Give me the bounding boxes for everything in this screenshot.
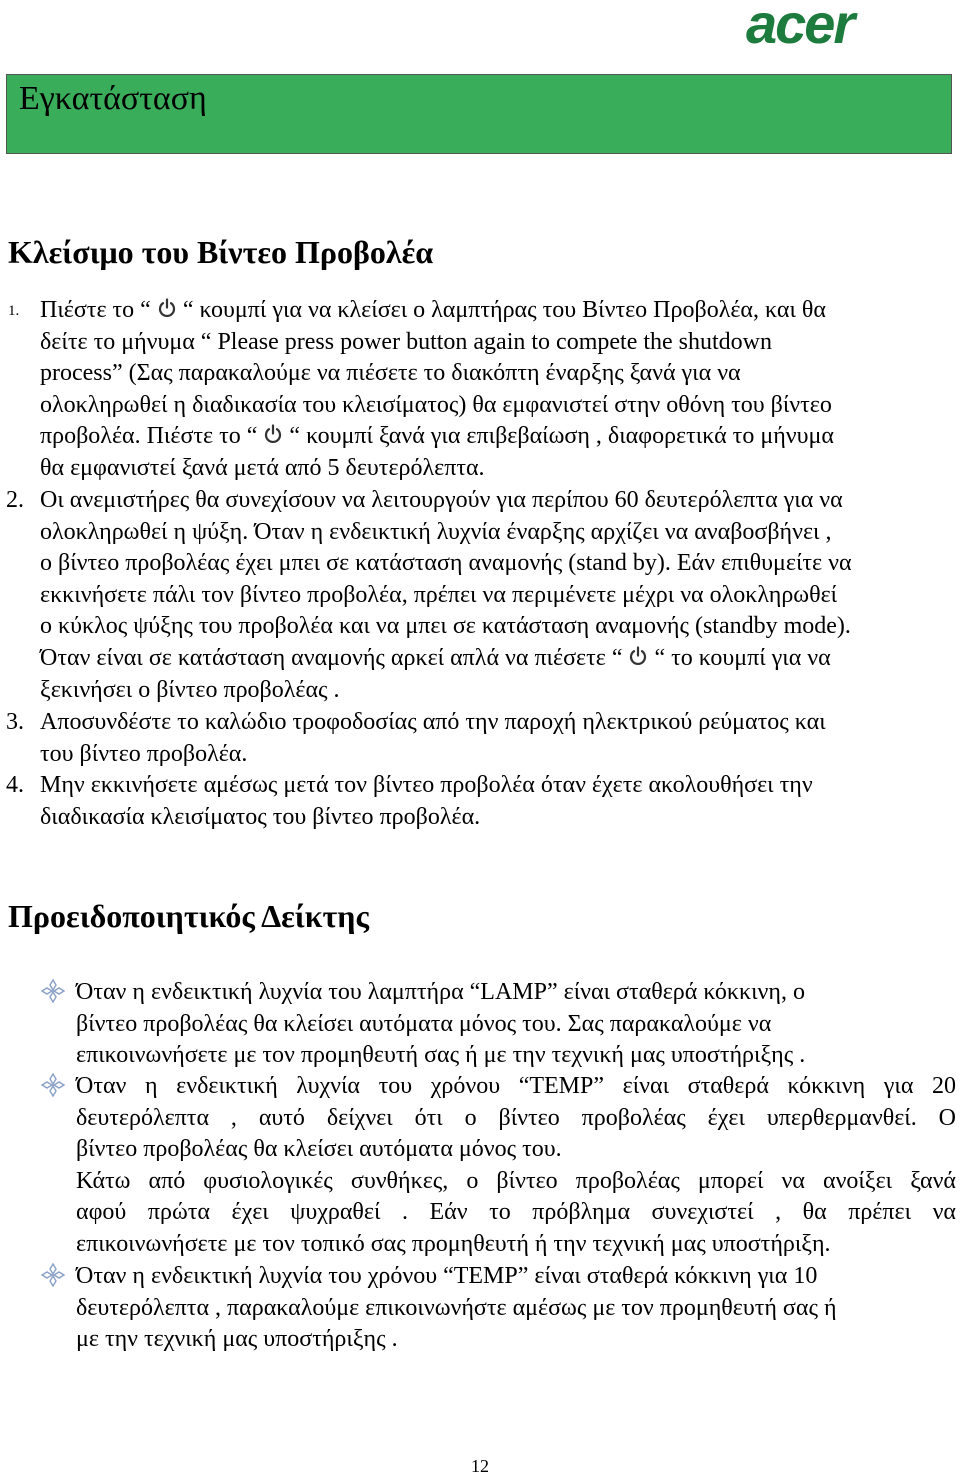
- section-banner: [6, 74, 952, 154]
- warning-item-temp-10: Όταν η ενδεικτική λυχνία του χρόνου “TEMP” είναι σταθερά κόκκινη για 10 δευτερόλεπτα , παρακαλούμε επικοινωνήστε αμέσως με τον προμηθευτή σας ή με την τεχνική μας υποστήριξης .: [76, 1263, 837, 1353]
- section-heading-warning: Προειδοποιητικός Δείκτης: [8, 898, 369, 934]
- banner-title: Εγκατάσταση: [19, 80, 207, 117]
- list-number-3: 3.: [6, 709, 24, 735]
- list-item-4: Μην εκκινήσετε αμέσως μετά τον βίντεο προβολέα όταν έχετε ακολουθήσει την διαδικασία κλεισίματος του βίντεο προβολέα.: [40, 772, 813, 830]
- list-item-3: Αποσυνδέστε το καλώδιο τροφοδοσίας από την παροχή ηλεκτρικού ρεύματος και του βίντεο προβολέα.: [40, 709, 826, 767]
- power-icon: [157, 298, 177, 318]
- diamond-bullet-icon: [40, 1072, 66, 1098]
- list-number-2: 2.: [6, 487, 24, 513]
- page-number: 12: [471, 1456, 489, 1476]
- list-item-1: Πιέστε το “ “ κουμπί για να κλείσει ο λαμπτήρας του Βίντεο Προβολέα, και θα δείτε το μήνυμα “ Please press power button again to compete the shutdown process” (Σας παρακαλούμε να πιέσετε το διακόπτη έναρξης ξανά για να ολοκληρωθεί η διαδικασία του κλεισίματος) θα εμφανιστεί στην οθόνη του βίντεο προβολέα. Πιέστε το “ “ κουμπί ξανά για επιβεβαίωση , διαφορετικά το μήνυμα θα εμφανιστεί ξανά μετά από 5 δευτερόλεπτα.: [40, 297, 834, 481]
- list-item-2: Οι ανεμιστήρες θα συνεχίσουν να λειτουργούν για περίπου 60 δευτερόλεπτα για να ολοκληρωθεί η ψύξη. Όταν η ενδεικτική λυχνία έναρξης αρχίζει να αναβοσβήνει , ο βίντεο προβολέας έχει μπει σε κατάσταση αναμονής (stand by). Εάν επιθυμείτε να εκκινήσετε πάλι τον βίντεο προβολέα, πρέπει να περιμένετε μέχρι να ολοκληρωθεί ο κύκλος ψύξης του προβολέα και να μπει σε κατάσταση αναμονής (standby mode). Όταν είναι σε κατάσταση αναμονής αρκεί απλά να πιέσετε “ “ το κουμπί για να ξεκινήσει ο βίντεο προβολέας .: [40, 487, 852, 703]
- list-number-1: 1.: [8, 303, 20, 319]
- acer-logo: acer: [746, 0, 854, 48]
- diamond-bullet-icon: [40, 978, 66, 1004]
- list-number-4: 4.: [6, 772, 24, 798]
- section-heading-shutdown: Κλείσιμο του Βίντεο Προβολέα: [8, 234, 434, 270]
- power-icon: [263, 424, 283, 444]
- warning-item-temp-20: Όταν η ενδεικτική λυχνία του χρόνου “TEMP” είναι σταθερά κόκκινη για 20 δευτερόλεπτα , αυτό δείχνει ότι ο βίντεο προβολέας έχει υπερθερμανθεί. Ο βίντεο προβολέας θα κλείσει αυτόματα μόνος του. Κάτω από φυσιολογικές συνθήκες, ο βίντεο προβολέας μπορεί να ανοίξει ξανά αφού πρώτα έχει ψυχραθεί . Εάν το πρόβλημα συνεχιστεί , θα πρέπει να επικοινωνήσετε με τον τοπικό σας προμηθευτή ή την τεχνική μας υποστήριξη.: [76, 1073, 956, 1257]
- diamond-bullet-icon: [40, 1262, 66, 1288]
- warning-item-lamp: Όταν η ενδεικτική λυχνία του λαμπτήρα “LAMP” είναι σταθερά κόκκινη, ο βίντεο προβολέας θα κλείσει αυτόματα μόνος του. Σας παρακαλούμε να επικοινωνήσετε με τον προμηθευτή σας ή με την τεχνική μας υποστήριξης .: [76, 979, 806, 1069]
- power-icon: [628, 646, 648, 666]
